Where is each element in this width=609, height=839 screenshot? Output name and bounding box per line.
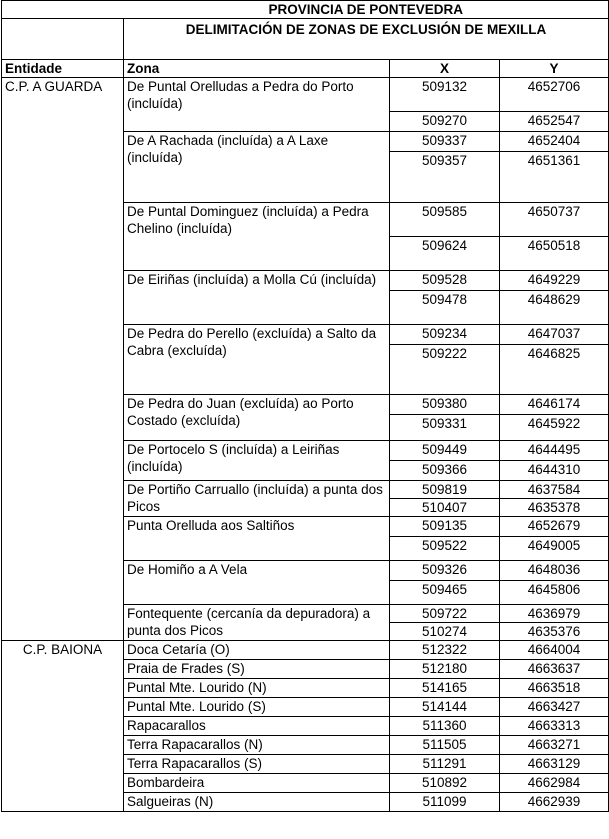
coord-y: 4644310	[500, 461, 609, 481]
coord-y: 4663518	[500, 679, 609, 698]
coord-x: 509337	[390, 132, 500, 152]
coord-x: 511099	[390, 793, 500, 812]
coord-y: 4663427	[500, 698, 609, 717]
coord-x: 509270	[390, 112, 500, 132]
table-row	[2, 641, 609, 660]
entity-name: C.P. BAIONA	[2, 641, 124, 812]
coord-x: 509234	[390, 325, 500, 345]
coord-y: 4652547	[500, 112, 609, 132]
coord-y: 4663129	[500, 755, 609, 774]
coord-x: 510274	[390, 623, 500, 641]
zone-name: De A Rachada (incluída) a A Laxe (incluída)	[124, 132, 390, 203]
zone-name: De Puntal Orelludas a Pedra do Porto (incluída)	[124, 78, 390, 132]
coord-y: 4635376	[500, 623, 609, 641]
coord-y: 4648629	[500, 291, 609, 325]
zone-name: Doca Cetaría (O)	[124, 641, 390, 660]
coord-y: 4637584	[500, 481, 609, 499]
document-title: DELIMITACIÓN DE ZONAS DE EXCLUSIÓN DE MEXILLA	[124, 19, 609, 60]
coord-x: 509380	[390, 395, 500, 415]
coord-x: 514165	[390, 679, 500, 698]
zone-name: Fontequente (cercanía da depuradora) a punta dos Picos	[124, 605, 390, 641]
coord-y: 4663313	[500, 717, 609, 736]
header-blank-2	[2, 19, 124, 60]
exclusion-zones-table	[1, 0, 609, 812]
entity-name: C.P. A GUARDA	[2, 78, 124, 641]
coord-y: 4645806	[500, 581, 609, 605]
zone-name: Bombardeira	[124, 774, 390, 793]
zone-name: De Eiriñas (incluída) a Molla Cú (incluída)	[124, 271, 390, 325]
coord-x: 512322	[390, 641, 500, 660]
coord-y: 4646174	[500, 395, 609, 415]
zone-name: Terra Rapacarallos (N)	[124, 736, 390, 755]
coord-y: 4649229	[500, 271, 609, 291]
coord-x: 509326	[390, 561, 500, 581]
zone-name: De Pedra do Perello (excluída) a Salto da Cabra (excluída)	[124, 325, 390, 395]
zone-name: De Portocelo S (incluída) a Leiriñas (incluída)	[124, 441, 390, 481]
coord-x: 510892	[390, 774, 500, 793]
zone-name: Rapacarallos	[124, 717, 390, 736]
coord-x: 509478	[390, 291, 500, 325]
coord-y: 4645922	[500, 415, 609, 441]
coord-y: 4663637	[500, 660, 609, 679]
zone-name: Puntal Mte. Lourido (S)	[124, 698, 390, 717]
coord-y: 4662984	[500, 774, 609, 793]
coord-y: 4650518	[500, 237, 609, 271]
zone-name: De Portiño Carruallo (incluída) a punta dos Picos	[124, 481, 390, 517]
coord-y: 4647037	[500, 325, 609, 345]
zone-name: De Homiño a A Vela	[124, 561, 390, 605]
coord-x: 510407	[390, 499, 500, 517]
coord-x: 509449	[390, 441, 500, 461]
zone-name: Salgueiras (N)	[124, 793, 390, 812]
col-header-entidade: Entidade	[2, 60, 124, 78]
coord-x: 509585	[390, 203, 500, 237]
coord-y: 4636979	[500, 605, 609, 623]
col-header-y: Y	[500, 60, 609, 78]
coord-y: 4652404	[500, 132, 609, 152]
coord-x: 514144	[390, 698, 500, 717]
coord-x: 509528	[390, 271, 500, 291]
zone-name: Puntal Mte. Lourido (N)	[124, 679, 390, 698]
coord-x: 509135	[390, 517, 500, 537]
coord-x: 509357	[390, 152, 500, 203]
coord-x: 509465	[390, 581, 500, 605]
coord-x: 511505	[390, 736, 500, 755]
coord-y: 4651361	[500, 152, 609, 203]
province-title: PROVINCIA DE PONTEVEDRA	[124, 1, 609, 19]
zone-name: Terra Rapacarallos (S)	[124, 755, 390, 774]
col-header-zona: Zona	[124, 60, 390, 78]
coord-y: 4649005	[500, 537, 609, 561]
coord-x: 511291	[390, 755, 500, 774]
coord-y: 4650737	[500, 203, 609, 237]
zone-name: Praia de Frades (S)	[124, 660, 390, 679]
header-blank	[2, 1, 124, 19]
coord-x: 509722	[390, 605, 500, 623]
coord-x: 509132	[390, 78, 500, 112]
zone-name: Punta Orelluda aos Saltiños	[124, 517, 390, 561]
coord-x: 512180	[390, 660, 500, 679]
coord-y: 4635378	[500, 499, 609, 517]
coord-x: 509819	[390, 481, 500, 499]
coord-x: 511360	[390, 717, 500, 736]
zone-name: De Pedra do Juan (excluída) ao Porto Costado (excluída)	[124, 395, 390, 441]
coord-x: 509222	[390, 345, 500, 395]
coord-y: 4644495	[500, 441, 609, 461]
coord-x: 509366	[390, 461, 500, 481]
coord-x: 509331	[390, 415, 500, 441]
coord-x: 509522	[390, 537, 500, 561]
coord-y: 4652679	[500, 517, 609, 537]
coord-y: 4648036	[500, 561, 609, 581]
zone-name: De Puntal Dominguez (incluída) a Pedra Chelino (incluída)	[124, 203, 390, 271]
col-header-x: X	[390, 60, 500, 78]
coord-y: 4664004	[500, 641, 609, 660]
coord-y: 4652706	[500, 78, 609, 112]
coord-y: 4662939	[500, 793, 609, 812]
coord-y: 4663271	[500, 736, 609, 755]
coord-x: 509624	[390, 237, 500, 271]
coord-y: 4646825	[500, 345, 609, 395]
table-row	[2, 78, 609, 112]
